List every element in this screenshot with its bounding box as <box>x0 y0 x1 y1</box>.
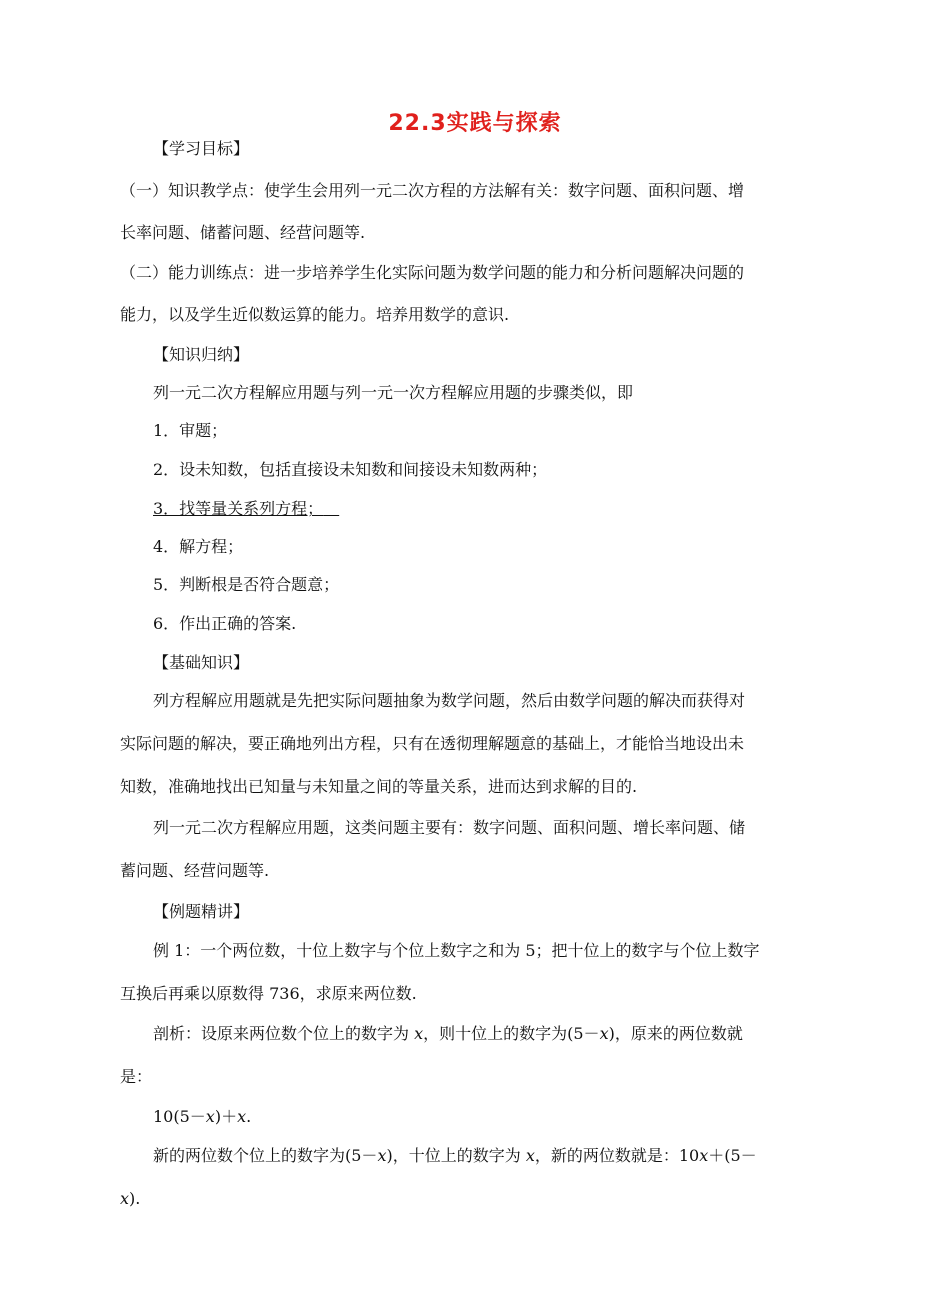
analysis-line2: 是： <box>120 1067 153 1086</box>
step-item: 5．判断根是否符合题意； <box>153 575 340 594</box>
new-number-line1: 新的两位数个位上的数字为(5－x)，十位上的数字为 x，新的两位数就是：10x＋(5－ <box>153 1146 757 1165</box>
summary-heading: 【知识归纳】 <box>153 345 250 364</box>
examples-heading: 【例题精讲】 <box>153 902 250 921</box>
analysis-line1: 剖析：设原来两位数个位上的数字为 x，则十位上的数字为(5－x)，原来的两位数就 <box>153 1024 743 1043</box>
basics-p1-line3: 知数，准确地找出已知量与未知量之间的等量关系，进而达到求解的目的. <box>120 777 638 796</box>
basics-p2-line2: 蓄问题、经营问题等. <box>120 861 270 880</box>
step-item: 4．解方程； <box>153 537 244 556</box>
step-3-text: 3．找等量关系列方程； <box>153 499 324 518</box>
basics-p1-line1: 列方程解应用题就是先把实际问题抽象为数学问题，然后由数学问题的解决而获得对 <box>153 691 746 710</box>
page-title: 22.3实践与探索 <box>388 111 562 136</box>
basics-p2-line1: 列一元二次方程解应用题，这类问题主要有：数字问题、面积问题、增长率问题、储 <box>153 818 746 837</box>
step-item: 1．审题； <box>153 421 228 440</box>
step-item: 6．作出正确的答案. <box>153 614 297 633</box>
example1-line1: 例 1：一个两位数，十位上数字与个位上数字之和为 5；把十位上的数字与个位上数字 <box>153 941 760 960</box>
goal2-line2: 能力，以及学生近似数运算的能力。培养用数学的意识. <box>120 305 510 324</box>
basics-p1-line2: 实际问题的解决，要正确地列出方程，只有在透彻理解题意的基础上，才能恰当地设出未 <box>120 734 745 753</box>
summary-intro: 列一元二次方程解应用题与列一元一次方程解应用题的步骤类似，即 <box>153 383 634 402</box>
basics-heading: 【基础知识】 <box>153 653 250 672</box>
goal2-line1: （二）能力训练点：进一步培养学生化实际问题为数学问题的能力和分析问题解决问题的 <box>120 263 745 282</box>
goals-heading: 【学习目标】 <box>153 139 250 158</box>
example1-line2: 互换后再乘以原数得 736，求原来两位数. <box>120 984 417 1003</box>
goal1-line1: （一）知识教学点：使学生会用列一元二次方程的方法解有关：数字问题、面积问题、增 <box>120 181 745 200</box>
step-item: 2．设未知数，包括直接设未知数和间接设未知数两种； <box>153 460 548 479</box>
goal1-line2: 长率问题、储蓄问题、经营问题等. <box>120 223 366 242</box>
step-item-underlined <box>153 498 339 520</box>
new-number-line2: x). <box>120 1189 141 1208</box>
expression-original-number: 10(5－x)＋x. <box>153 1107 252 1126</box>
